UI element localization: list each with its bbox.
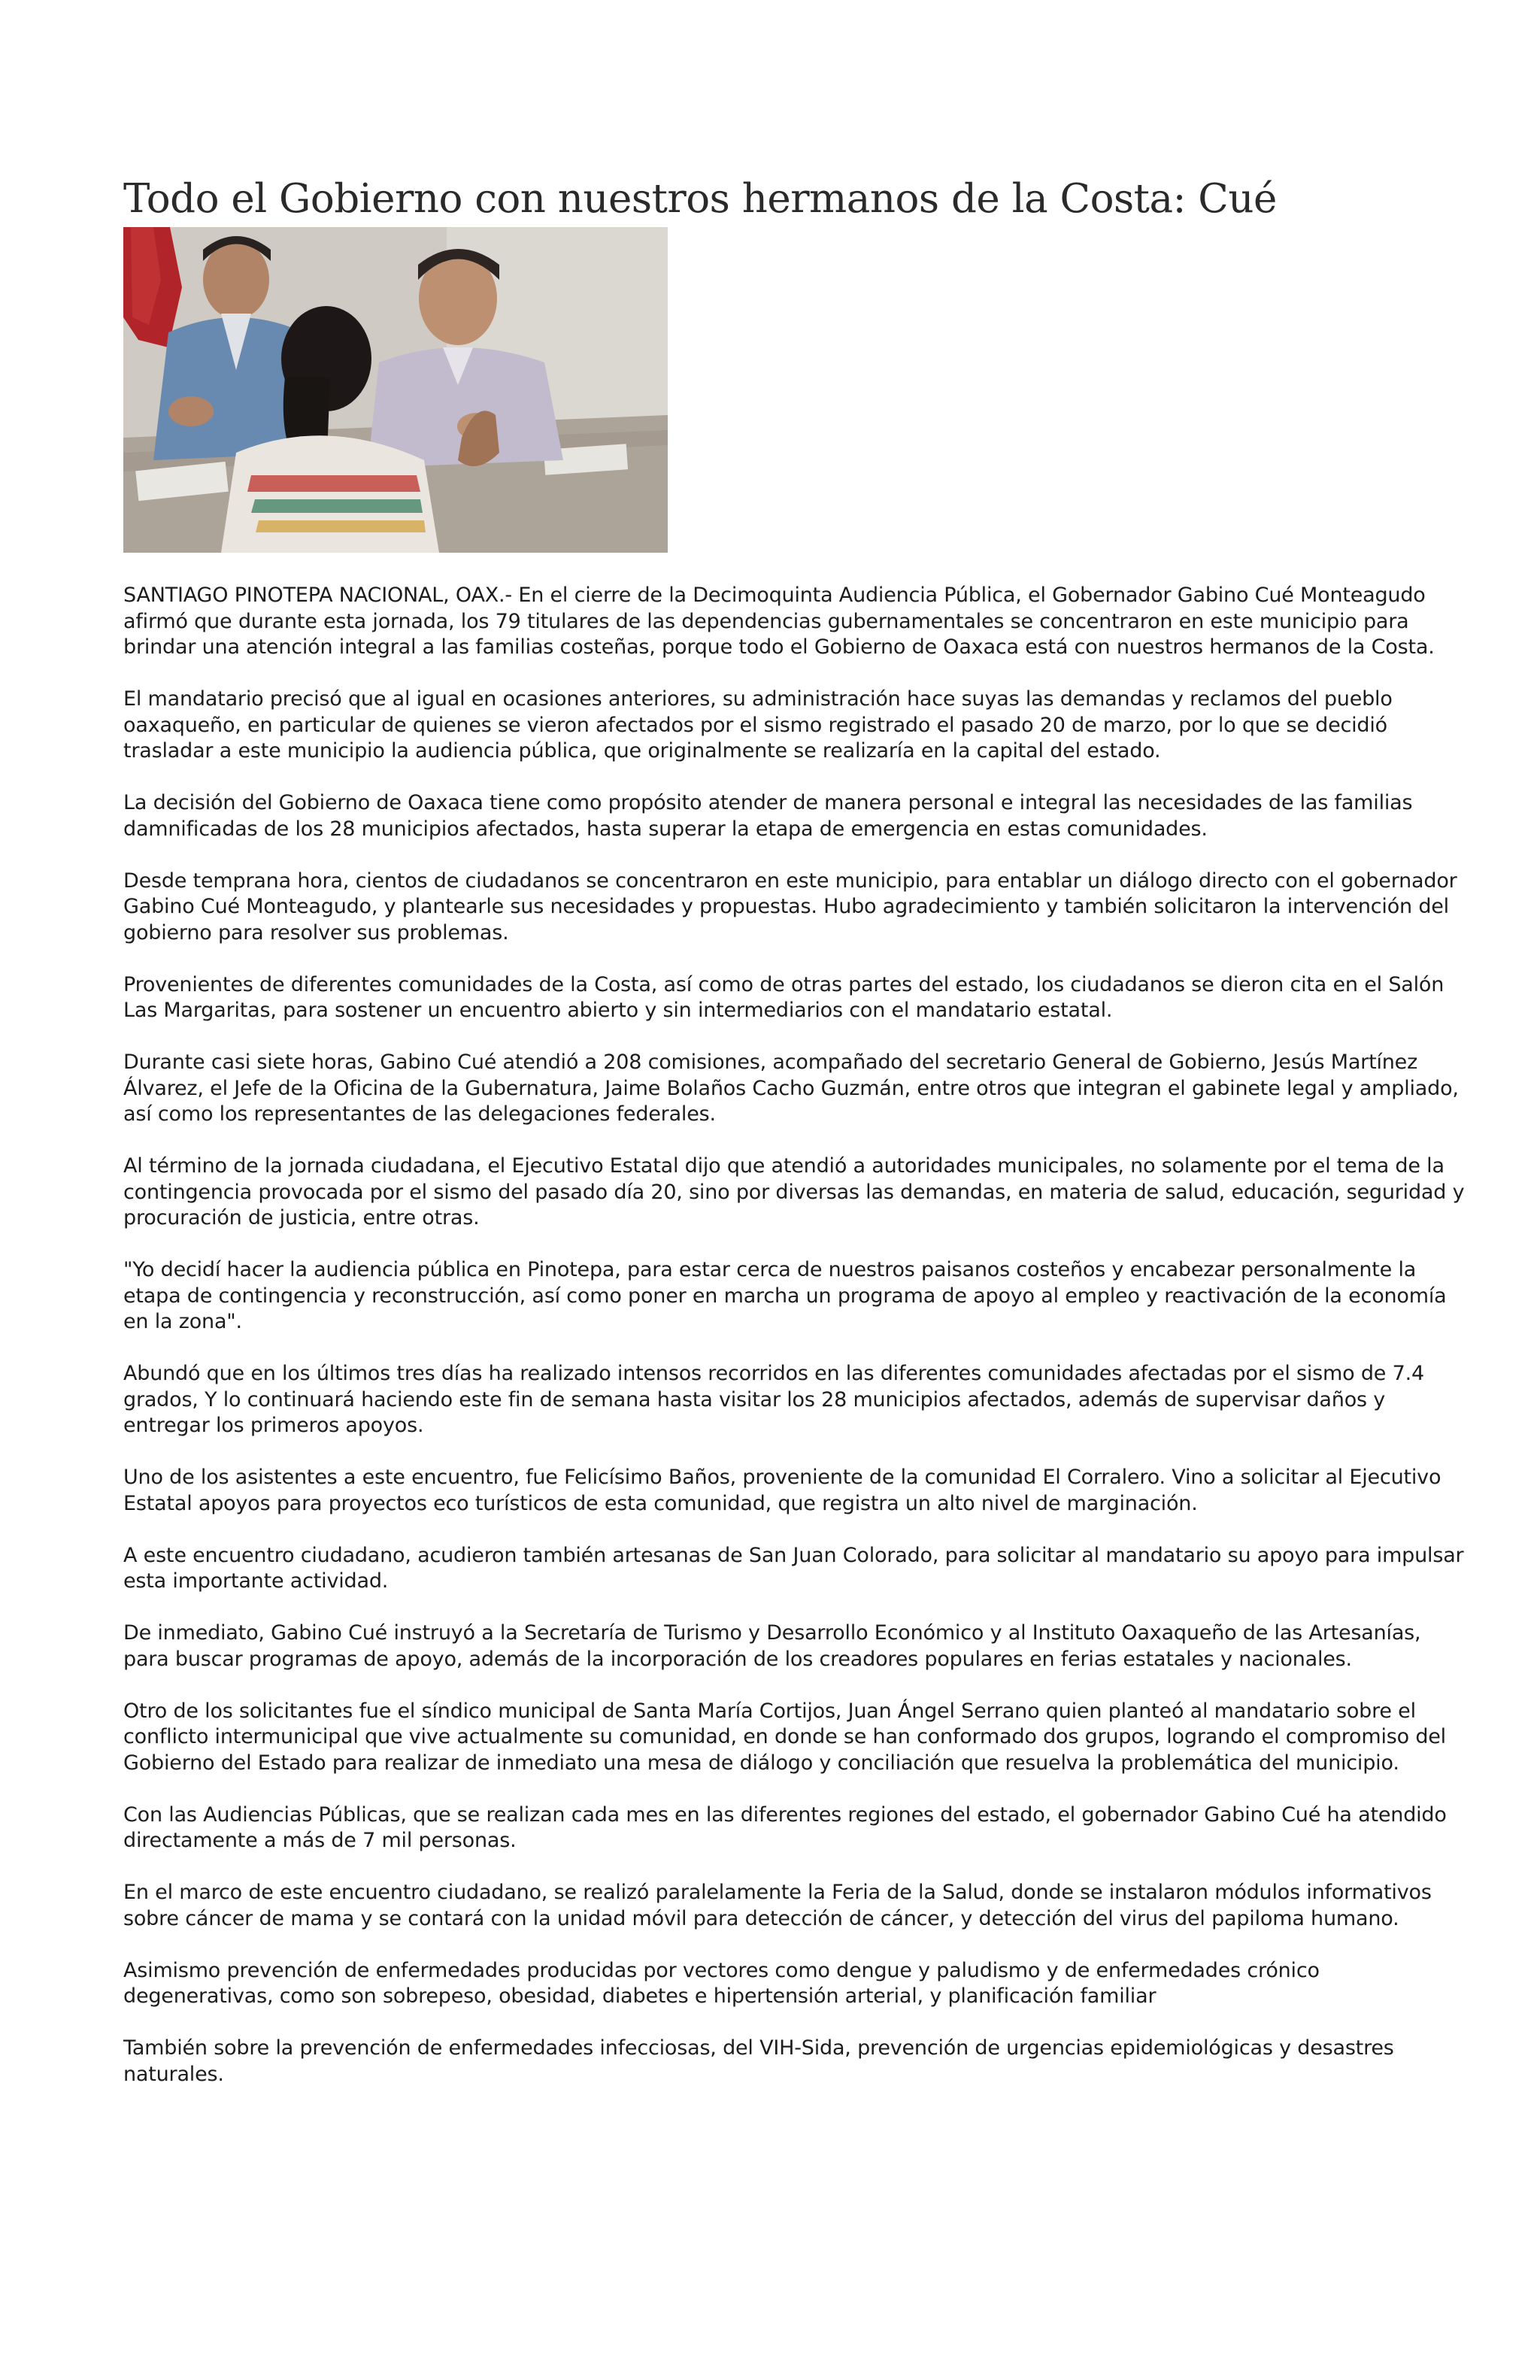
article-paragraph: Con las Audiencias Públicas, que se realizan cada mes en las diferentes regiones del estado, el gobernador Gabino Cué ha atendido directamente a más de 7 mil personas. (123, 1802, 1447, 1852)
article-paragraph: Asimismo prevención de enfermedades producidas por vectores como dengue y paludismo y de enfermedades crónico degenerativas, como son sobrepeso, obesidad, diabetes e hipertensión arterial, y planificación familiar (123, 1958, 1320, 2008)
article-paragraph: A este encuentro ciudadano, acudieron también artesanas de San Juan Colorado, para solicitar al mandatario su apoyo para impulsar esta importante actividad. (123, 1543, 1464, 1593)
article-paragraph: También sobre la prevención de enfermedades infecciosas, del VIH-Sida, prevención de urgencias epidemiológicas y desastres naturales. (123, 2036, 1394, 2086)
article-paragraph: "Yo decidí hacer la audiencia pública en Pinotepa, para estar cerca de nuestros paisanos costeños y encabezar personalmente la etapa de contingencia y reconstrucción, así como poner en marcha un programa de apoyo al empleo y reactivación de la economía en la zona". (123, 1258, 1447, 1333)
article-paragraph: Otro de los solicitantes fue el síndico municipal de Santa María Cortijos, Juan Ángel Serrano quien planteó al mandatario sobre el conflicto intermunicipal que vive actualmente su comunidad, en donde se han conformado dos grupos, logrando el compromiso del Gobierno del Estado para realizar de inmediato una mesa de diálogo y conciliación que resuelva la problemática del municipio. (123, 1699, 1446, 1775)
photo-illustration (123, 227, 668, 553)
article-paragraph: Desde temprana hora, cientos de ciudadanos se concentraron en este municipio, para entablar un diálogo directo con el gobernador Gabino Cué Monteagudo, y plantearle sus necesidades y propuestas. Hubo agradecimiento y también solicitaron la intervención del gobierno para resolver sus problemas. (123, 869, 1457, 944)
article-paragraph: Abundó que en los últimos tres días ha realizado intensos recorridos en las diferentes comunidades afectadas por el sismo de 7.4 grados, Y lo continuará haciendo este fin de semana hasta visitar los 28 municipios afectados, además de supervisar daños y entregar los primeros apoyos. (123, 1362, 1424, 1437)
article-photo (123, 227, 668, 553)
article-paragraph: El mandatario precisó que al igual en ocasiones anteriores, su administración hace suyas las demandas y reclamos del pueblo oaxaqueño, en particular de quienes se vieron afectados por el sismo registrado el pasado 20 de marzo, por lo que se decidió trasladar a este municipio la audiencia pública, que originalmente se realizaría en la capital del estado. (123, 687, 1393, 763)
article-paragraph: Uno de los asistentes a este encuentro, fue Felicísimo Baños, proveniente de la comunidad El Corralero. Vino a solicitar al Ejecutivo Estatal apoyos para proyectos eco turísticos de esta comunidad, que registra un alto nivel de marginación. (123, 1466, 1441, 1515)
article-paragraph: SANTIAGO PINOTEPA NACIONAL, OAX.- En el cierre de la Decimoquinta Audiencia Pública, el Gobernador Gabino Cué Monteagudo afirmó que durante esta jornada, los 79 titulares de las dependencias gubernamentales se concentraron en este municipio para brindar una atención integral a las familias costeñas, porque todo el Gobierno de Oaxaca está con nuestros hermanos de la Costa. (123, 584, 1435, 659)
article-page (123, 173, 1469, 2114)
article-body (123, 583, 1469, 2087)
article-paragraph: Al término de la jornada ciudadana, el Ejecutivo Estatal dijo que atendió a autoridades municipales, no solamente por el tema de la contingencia provocada por el sismo del pasado día 20, sino por diversas las demandas, en materia de salud, educación, seguridad y procuración de justicia, entre otras. (123, 1154, 1465, 1229)
article-paragraph: La decisión del Gobierno de Oaxaca tiene como propósito atender de manera personal e integral las necesidades de las familias damnificadas de los 28 municipios afectados, hasta superar la etapa de emergencia en estas comunidades. (123, 791, 1413, 841)
article-paragraph: Provenientes de diferentes comunidades de la Costa, así como de otras partes del estado, los ciudadanos se dieron cita en el Salón Las Margaritas, para sostener un encuentro abierto y sin intermediarios con el mandatario estatal. (123, 972, 1445, 1022)
article-paragraph: En el marco de este encuentro ciudadano, se realizó paralelamente la Feria de la Salud, donde se instalaron módulos informativos sobre cáncer de mama y se contará con la unidad móvil para detección de cáncer, y detección del virus del papiloma humano. (123, 1881, 1432, 1930)
article-paragraph: De inmediato, Gabino Cué instruyó a la Secretaría de Turismo y Desarrollo Económico y al Instituto Oaxaqueño de las Artesanías, para buscar programas de apoyo, además de la incorporación de los creadores populares en ferias estatales y nacionales. (123, 1621, 1421, 1671)
article-title: Todo el Gobierno con nuestros hermanos de la Costa: Cué (123, 176, 1277, 222)
article-paragraph: Durante casi siete horas, Gabino Cué atendió a 208 comisiones, acompañado del secretario General de Gobierno, Jesús Martínez Álvarez, el Jefe de la Oficina de la Gubernatura, Jaime Bolaños Cacho Guzmán, entre otros que integran el gabinete legal y ampliado, así como los representantes de las delegaciones federales. (123, 1051, 1459, 1126)
